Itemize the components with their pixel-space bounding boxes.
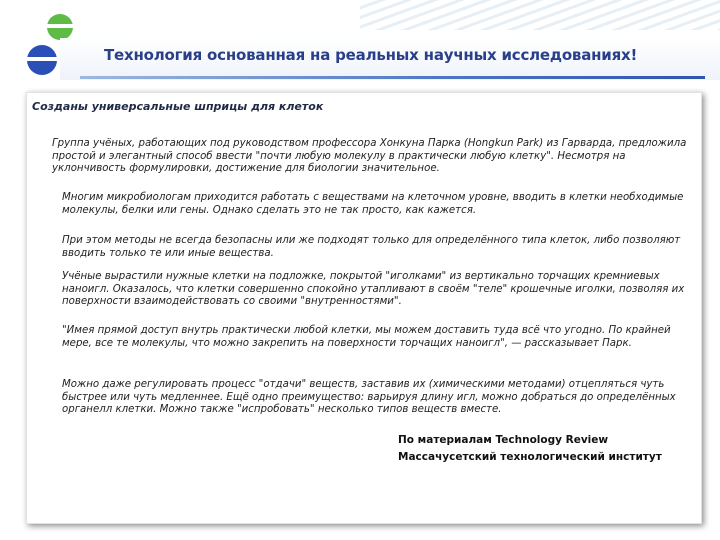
paragraph-6: Можно даже регулировать процесс "отдачи" веществ, заставив их (химическими методами) отцепляться чуть быстрее или чуть медленнее. Ещё одно преимущество: варьируя длину игл, можно добраться до определённых органелл клетки. Можно также "испробовать" несколько типов веществ вместе. (62, 379, 676, 415)
page-title: Технология основанная на реальных научных исследованиях! (104, 46, 638, 64)
paragraph-2: Многим микробиологам приходится работать с веществами на клеточном уровне, вводить в клетки необходимые молекулы, белки или гены. Однако сделать это не так просто, как кажется. (62, 192, 684, 216)
decorative-stripes (360, 0, 720, 30)
paragraph-3: При этом методы не всегда безопасны или же подходят только для определённого типа клеток, либо позволяют вводить только те или иные вещества. (62, 235, 681, 259)
title-underline (80, 76, 705, 79)
paragraph-1: Группа учёных, работающих под руководством профессора Хонкуна Парка (Hongkun Park) из Гарварда, предложила простой и элегантный способ ввести "почти любую молекулу в практически любую клетку". Несмотря на уклончивость формулировки, достижение для биологии значительное. (52, 138, 687, 174)
source-credit: По материалам Technology Review (398, 434, 609, 446)
paragraph-4: Учёные вырастили нужные клетки на подложке, покрытой "иголками" из вертикально торчащих кремниевых наноигл. Оказалось, что клетки совершенно спокойно утапливают в своём "теле" крошечные иголки, позволяя их поверхности взаимодействовать со своими "внутренностями". (62, 271, 685, 307)
paragraph-5: "Имея прямой доступ внутрь практически любой клетки, мы можем доставить туда всё что угодно. По крайней мере, все те молекулы, что можно закрепить на поверхности торчащих наноигл", — рассказывает Парк. (62, 325, 671, 349)
source-institution: Массачусетский технологический институт (398, 451, 662, 463)
article-subtitle: Созданы универсальные шприцы для клеток (32, 100, 324, 113)
